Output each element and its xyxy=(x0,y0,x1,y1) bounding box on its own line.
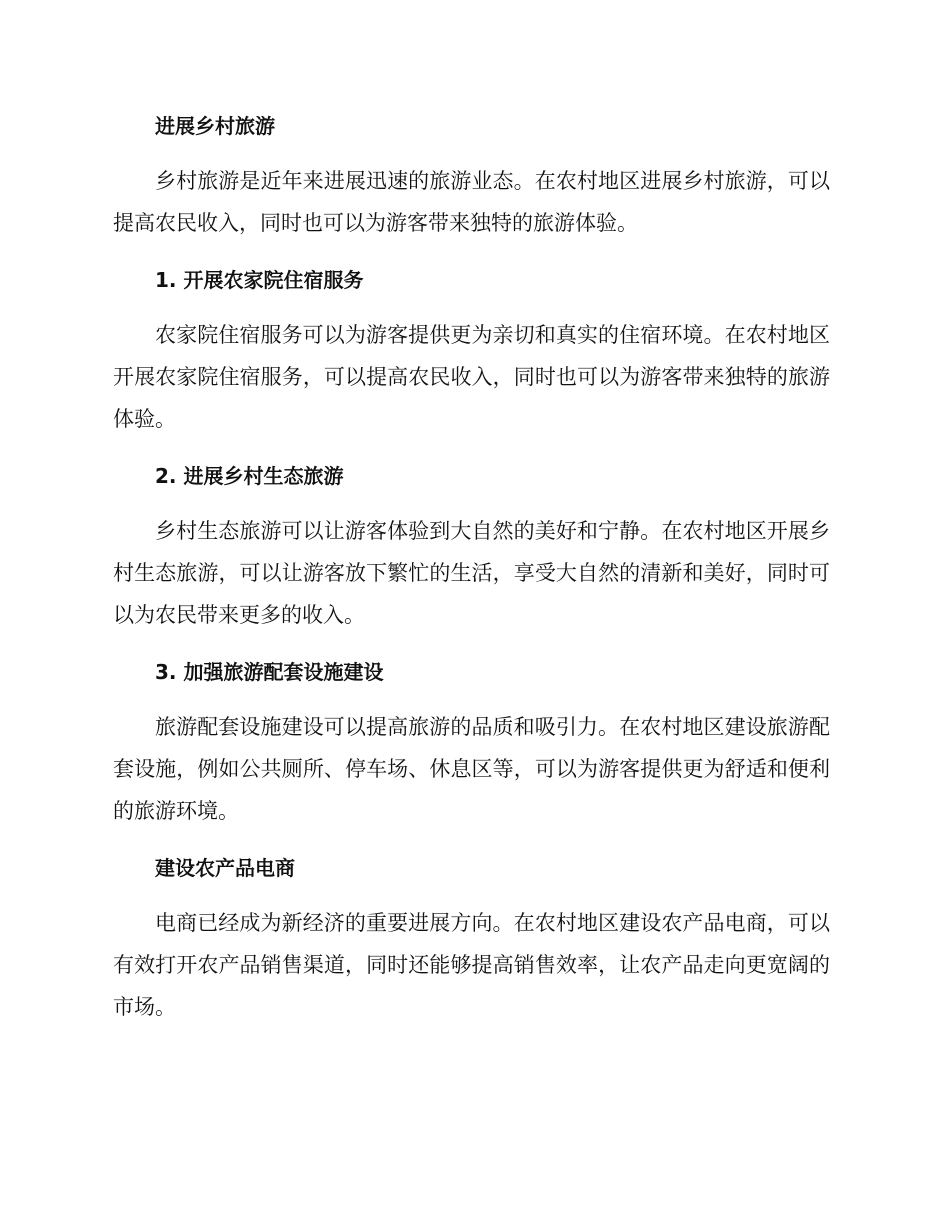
section-paragraph-eco-tourism: 乡村生态旅游可以让游客体验到大自然的美好和宁静。在农村地区开展乡村生态旅游，可以让游客放下繁忙的生活，享受大自然的清新和美好，同时可以为农民带来更多的收入。 xyxy=(113,519,830,627)
section-heading-agri-ecommerce: 建设农产品电商 xyxy=(155,856,295,880)
section-heading-eco-tourism: 2. 进展乡村生态旅游 xyxy=(155,464,344,488)
section-paragraph-farmhouse-lodging: 农家院住宿服务可以为游客提供更为亲切和真实的住宿环境。在农村地区开展农家院住宿服务，可以提高农民收入，同时也可以为游客带来独特的旅游体验。 xyxy=(113,323,830,431)
section-paragraph-agri-ecommerce: 电商已经成为新经济的重要进展方向。在农村地区建设农产品电商，可以有效打开农产品销售渠道，同时还能够提高销售效率，让农产品走向更宽阔的市场。 xyxy=(113,911,830,1019)
section-heading-tourism-facilities: 3. 加强旅游配套设施建设 xyxy=(155,660,384,684)
section-heading-farmhouse-lodging: 1. 开展农家院住宿服务 xyxy=(155,268,364,292)
section-paragraph-rural-tourism: 乡村旅游是近年来进展迅速的旅游业态。在农村地区进展乡村旅游，可以提高农民收入，同时也可以为游客带来独特的旅游体验。 xyxy=(113,169,830,235)
section-paragraph-tourism-facilities: 旅游配套设施建设可以提高旅游的品质和吸引力。在农村地区建设旅游配套设施，例如公共厕所、停车场、休息区等，可以为游客提供更为舒适和便利的旅游环境。 xyxy=(113,715,830,823)
section-heading-rural-tourism: 进展乡村旅游 xyxy=(155,114,275,138)
